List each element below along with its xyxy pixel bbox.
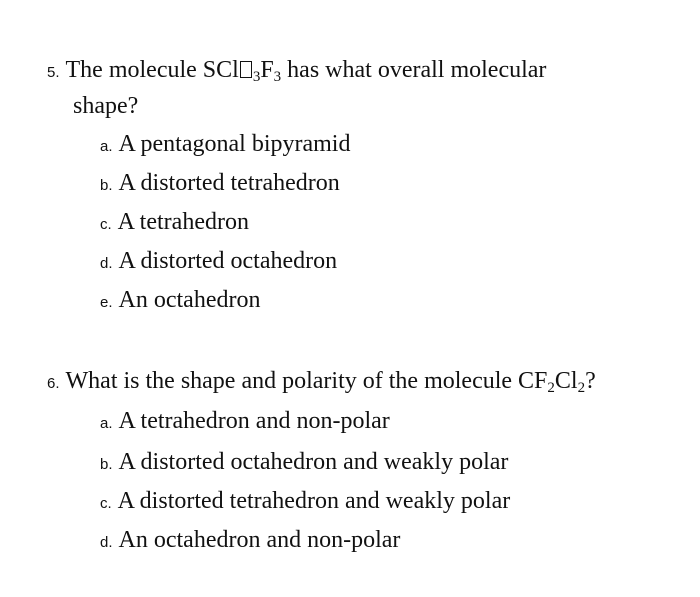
option-letter: a. (100, 415, 113, 432)
option-text: A tetrahedron (117, 209, 249, 235)
q6-option-c (100, 487, 510, 518)
question-5-subscript-2: 3 (273, 69, 282, 85)
question-6-text-after: ? (585, 368, 596, 394)
option-text: A pentagonal bipyramid (118, 131, 351, 157)
option-letter: d. (100, 534, 113, 551)
option-letter: d. (100, 255, 113, 272)
question-5-line-2: shape? (73, 93, 139, 119)
option-text: A distorted octahedron and weakly polar (118, 449, 509, 475)
question-5-text-mid: F (260, 57, 274, 83)
question-5-line-1 (47, 56, 546, 87)
q6-option-d (100, 526, 400, 557)
question-5-number: 5. (47, 64, 60, 81)
option-letter: c. (100, 216, 112, 233)
question-5-subscript-1: 3 (252, 69, 261, 85)
question-6-line-1 (47, 367, 596, 398)
q5-option-b (100, 169, 340, 200)
question-6-text-before: What is the shape and polarity of the molecule CF (65, 368, 548, 394)
question-6-text-mid: Cl (554, 368, 578, 394)
question-5-text-before: The molecule SCl (65, 57, 239, 83)
option-letter: e. (100, 294, 113, 311)
question-6-number: 6. (47, 375, 60, 392)
q5-option-d (100, 247, 337, 278)
q6-option-b (100, 448, 508, 479)
option-letter: a. (100, 138, 113, 155)
option-letter: b. (100, 456, 113, 473)
q5-option-a (100, 130, 350, 161)
question-6-subscript-1: 2 (547, 380, 555, 396)
option-letter: c. (100, 495, 112, 512)
option-text: An octahedron (118, 287, 261, 313)
option-text: A distorted tetrahedron (118, 170, 340, 196)
q5-option-e (100, 286, 260, 317)
missing-glyph-box-icon (240, 61, 252, 78)
option-text: A distorted tetrahedron and weakly polar (117, 488, 511, 514)
option-text: An octahedron and non-polar (118, 527, 401, 553)
question-5-text-after: has what overall molecular (281, 57, 547, 83)
option-text: A tetrahedron and non-polar (118, 408, 390, 434)
question-6-subscript-2: 2 (577, 380, 586, 396)
option-letter: b. (100, 177, 113, 194)
q5-option-c (100, 208, 249, 239)
q6-option-a (100, 407, 390, 438)
option-text: A distorted octahedron (118, 248, 338, 274)
